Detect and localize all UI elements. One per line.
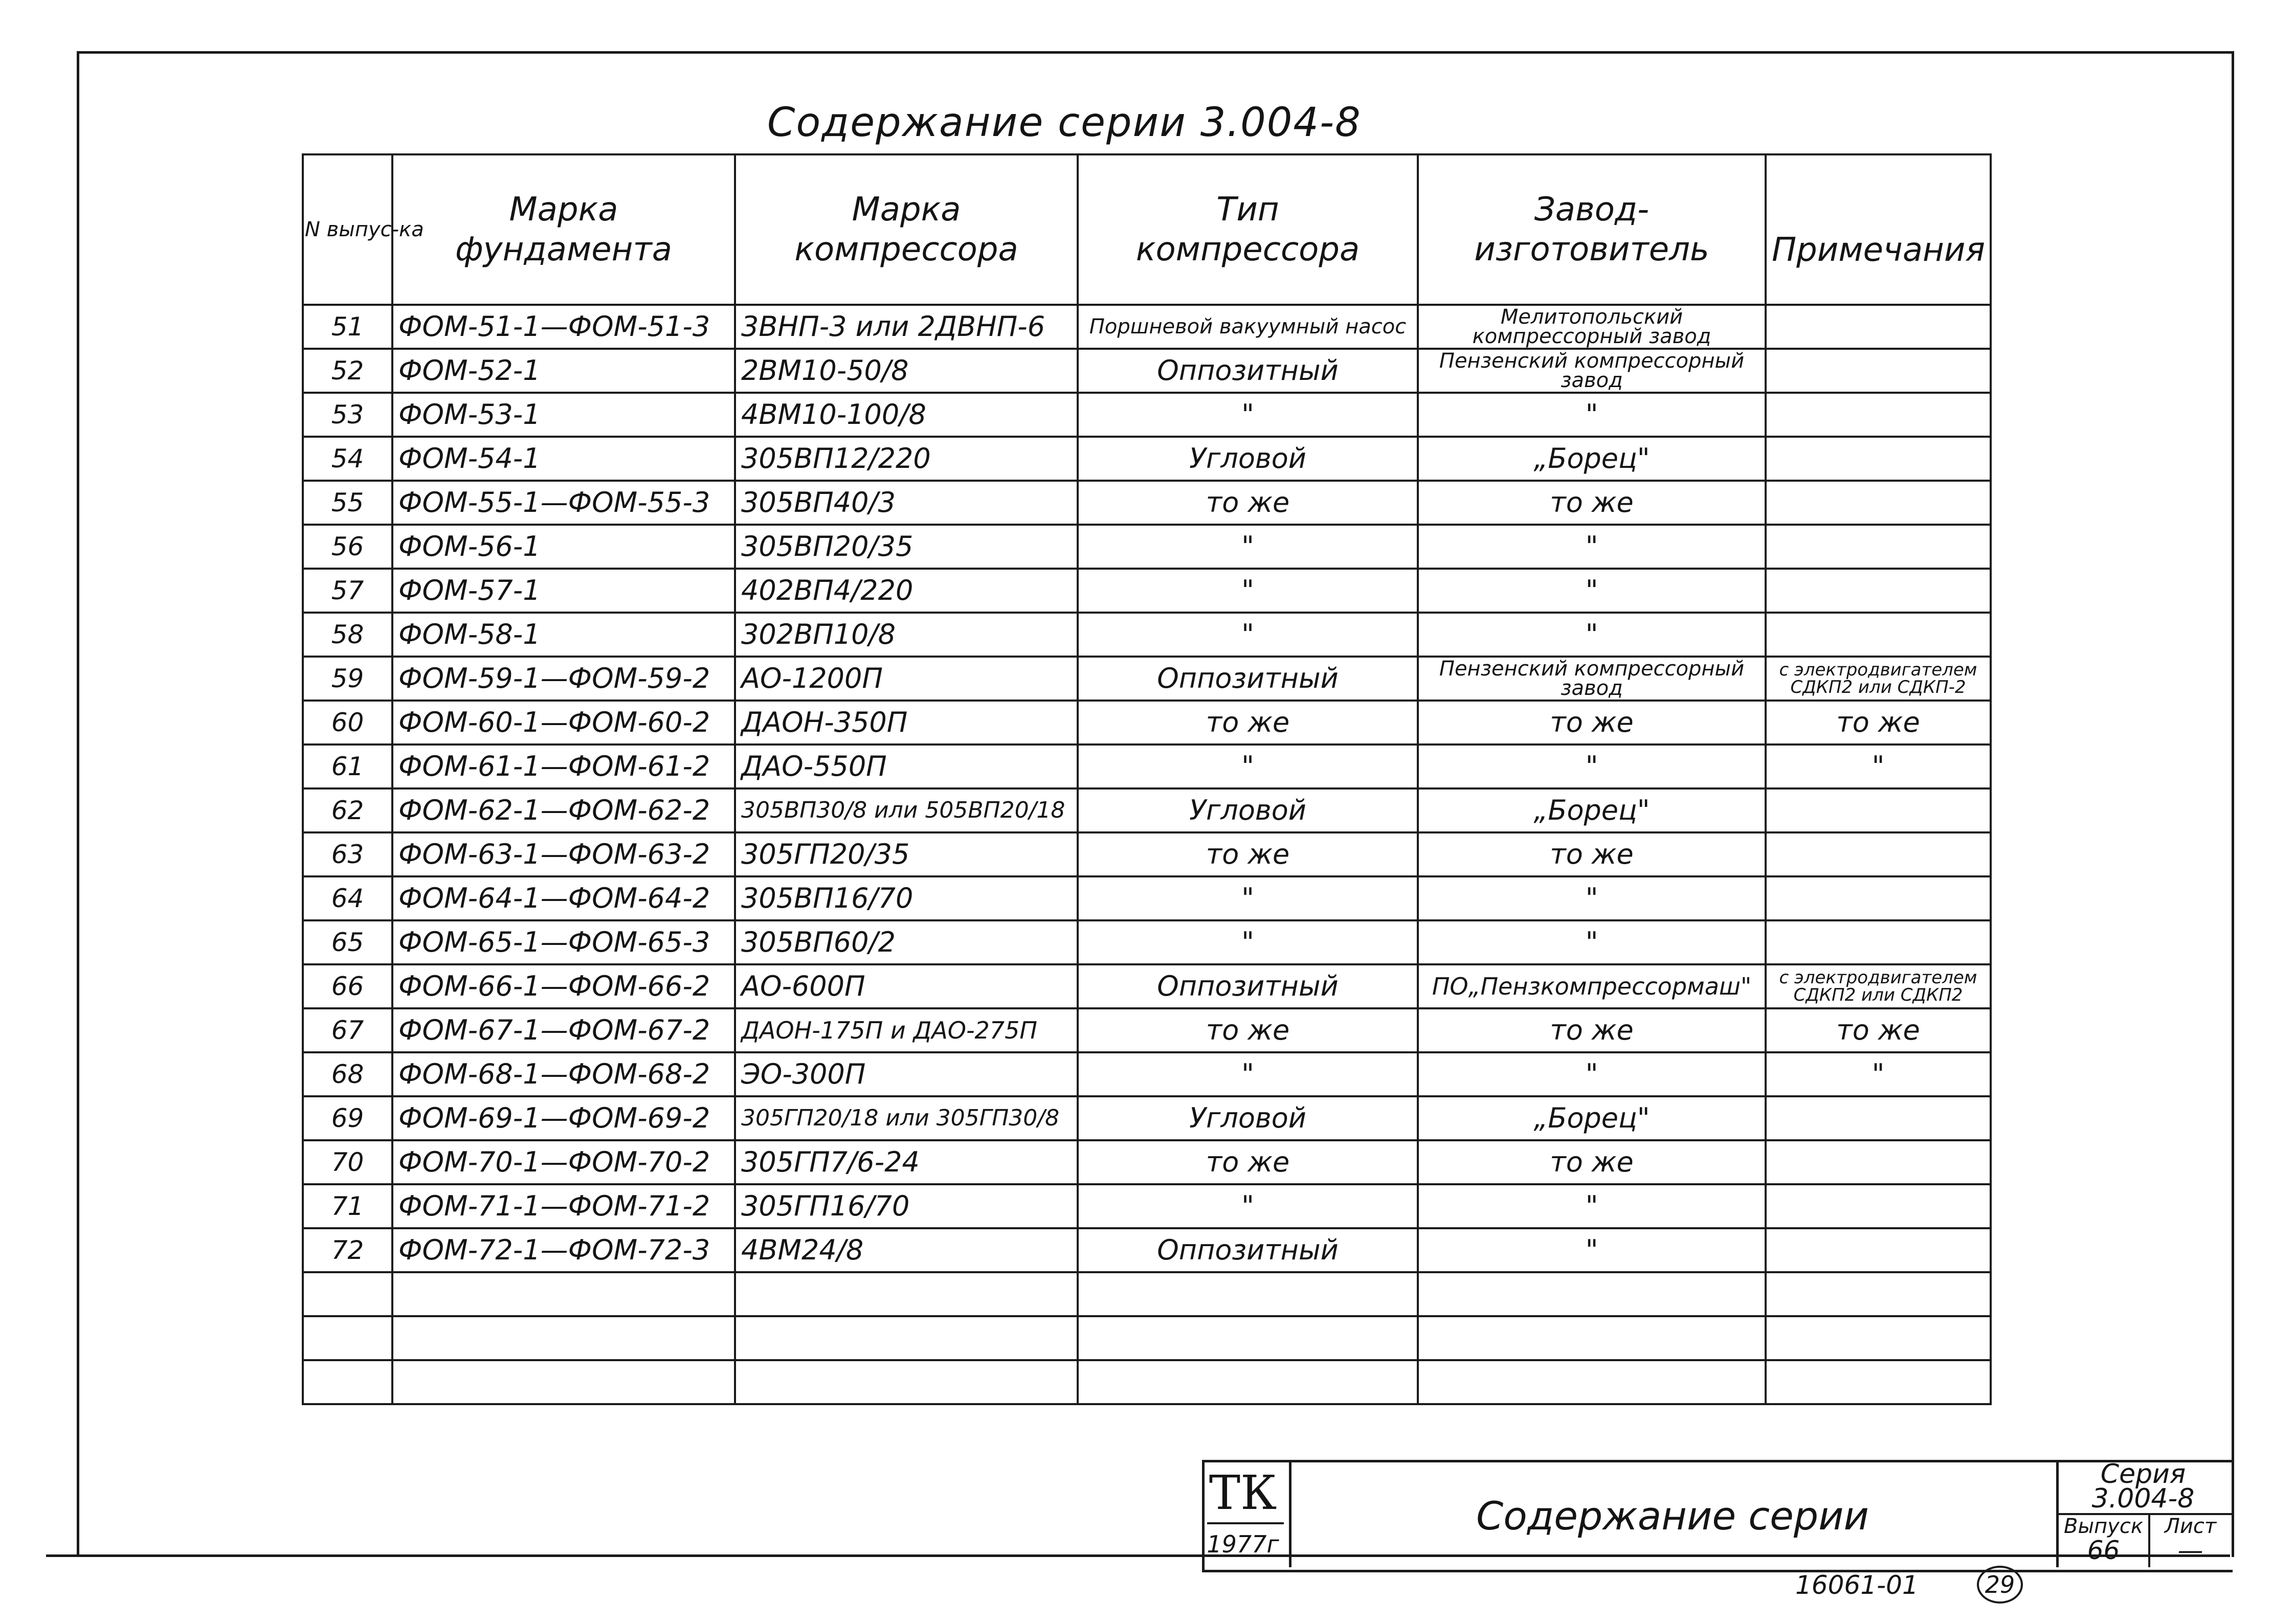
series-code: 3.004-8 <box>2091 1483 2195 1514</box>
manufacturer: " <box>1418 1052 1766 1096</box>
table-row <box>303 876 1991 920</box>
table-header-row <box>303 154 1991 305</box>
table-row <box>303 657 1991 701</box>
manufacturer: " <box>1418 1184 1766 1228</box>
note <box>1766 393 1991 437</box>
manufacturer: Мелитопольский компрессорный завод <box>1418 305 1766 349</box>
issue-number: 63 <box>303 832 392 876</box>
compressor-type: то же <box>1078 1140 1418 1184</box>
table-row <box>303 1228 1991 1272</box>
compressor-mark: ДАО-550П <box>735 745 1078 788</box>
manufacturer: " <box>1418 525 1766 569</box>
note <box>1766 613 1991 657</box>
foundation-mark: ФОМ-55-1—ФОМ-55-3 <box>392 481 735 525</box>
foundation-mark: ФОМ-53-1 <box>392 393 735 437</box>
compressor-type: " <box>1078 745 1418 788</box>
foundation-mark: ФОМ-65-1—ФОМ-65-3 <box>392 920 735 964</box>
compressor-mark: 2ВМ10-50/8 <box>735 349 1078 393</box>
table-row <box>303 613 1991 657</box>
compressor-type: Угловой <box>1078 437 1418 481</box>
issue-number: 68 <box>303 1052 392 1096</box>
manufacturer: " <box>1418 1228 1766 1272</box>
foundation-mark: ФОМ-56-1 <box>392 525 735 569</box>
compressor-mark: АО-1200П <box>735 657 1078 701</box>
table-row <box>303 1052 1991 1096</box>
compressor-type: " <box>1078 569 1418 613</box>
note <box>1766 876 1991 920</box>
compressor-mark: 305ГП7/6-24 <box>735 1140 1078 1184</box>
issue-number: 54 <box>303 437 392 481</box>
table-row <box>303 920 1991 964</box>
issue-number: 67 <box>303 1008 392 1052</box>
note: " <box>1766 745 1991 788</box>
note <box>1766 525 1991 569</box>
foundation-mark: ФОМ-66-1—ФОМ-66-2 <box>392 964 735 1008</box>
manufacturer: то же <box>1418 701 1766 745</box>
foundation-mark: ФОМ-54-1 <box>392 437 735 481</box>
compressor-mark: 305ВП30/8 или 505ВП20/18 <box>735 788 1078 832</box>
note <box>1766 1228 1991 1272</box>
compressor-mark: ЭО-300П <box>735 1052 1078 1096</box>
foundation-mark: ФОМ-63-1—ФОМ-63-2 <box>392 832 735 876</box>
issue-number: 53 <box>303 393 392 437</box>
compressor-mark: 305ГП16/70 <box>735 1184 1078 1228</box>
table-row <box>303 569 1991 613</box>
compressor-type: Оппозитный <box>1078 964 1418 1008</box>
manufacturer: Пензенский компрессорный завод <box>1418 657 1766 701</box>
document-title: Содержание серии 3.004-8 <box>767 100 1362 146</box>
foundation-mark: ФОМ-68-1—ФОМ-68-2 <box>392 1052 735 1096</box>
compressor-mark: 305ВП40/3 <box>735 481 1078 525</box>
compressor-mark: ДАОН-350П <box>735 701 1078 745</box>
table-row <box>303 525 1991 569</box>
issue-label: Выпуск <box>2064 1515 2143 1538</box>
note: с электродвигателем СДКП2 или СДКП2 <box>1766 964 1991 1008</box>
series-label: Серия <box>2100 1459 2186 1490</box>
table-row <box>303 1096 1991 1140</box>
issue-number: 59 <box>303 657 392 701</box>
organization-box <box>1202 1460 1291 1567</box>
compressor-mark: 305ВП12/220 <box>735 437 1078 481</box>
note <box>1766 1096 1991 1140</box>
organization-mark: ТК <box>1209 1465 1277 1520</box>
issue-number: 52 <box>303 349 392 393</box>
note: то же <box>1766 701 1991 745</box>
compressor-type: " <box>1078 525 1418 569</box>
manufacturer: то же <box>1418 832 1766 876</box>
issue-number: 56 <box>303 525 392 569</box>
year: 1977г <box>1207 1530 1279 1558</box>
issue-number: 58 <box>303 613 392 657</box>
compressor-mark: 302ВП10/8 <box>735 613 1078 657</box>
compressor-mark: ДАОН-175П и ДАО-275П <box>735 1008 1078 1052</box>
manufacturer: " <box>1418 745 1766 788</box>
note <box>1766 832 1991 876</box>
manufacturer: „Борец" <box>1418 1096 1766 1140</box>
series-box <box>2056 1460 2233 1567</box>
compressor-type: то же <box>1078 701 1418 745</box>
note <box>1766 481 1991 525</box>
compressor-type: то же <box>1078 1008 1418 1052</box>
issue-sheet-divider <box>2148 1513 2150 1567</box>
foundation-mark: ФОМ-71-1—ФОМ-71-2 <box>392 1184 735 1228</box>
manufacturer: „Борец" <box>1418 788 1766 832</box>
page-number: 29 <box>1977 1566 2023 1604</box>
manufacturer: Пензенский компрессорный завод <box>1418 349 1766 393</box>
foundation-mark: ФОМ-69-1—ФОМ-69-2 <box>392 1096 735 1140</box>
title-block-title: Содержание серии <box>1476 1493 1869 1539</box>
compressor-type: " <box>1078 920 1418 964</box>
foundation-mark: ФОМ-51-1—ФОМ-51-3 <box>392 305 735 349</box>
note: то же <box>1766 1008 1991 1052</box>
header-notes: Примечания <box>1766 154 1991 305</box>
foundation-mark: ФОМ-59-1—ФОМ-59-2 <box>392 657 735 701</box>
compressor-mark: 305ГП20/18 или 305ГП30/8 <box>735 1096 1078 1140</box>
compressor-type: Поршневой вакуумный насос <box>1078 305 1418 349</box>
compressor-type: " <box>1078 1184 1418 1228</box>
sheet-value: — <box>2177 1536 2203 1565</box>
manufacturer: " <box>1418 613 1766 657</box>
table-row <box>303 349 1991 393</box>
note <box>1766 1140 1991 1184</box>
compressor-type: Оппозитный <box>1078 657 1418 701</box>
empty-row <box>303 1360 1991 1404</box>
compressor-mark: 305ГП20/35 <box>735 832 1078 876</box>
table-row <box>303 701 1991 745</box>
compressor-type: то же <box>1078 481 1418 525</box>
issue-number: 72 <box>303 1228 392 1272</box>
issue-number: 66 <box>303 964 392 1008</box>
issue-number: 64 <box>303 876 392 920</box>
foundation-mark: ФОМ-62-1—ФОМ-62-2 <box>392 788 735 832</box>
compressor-type: " <box>1078 393 1418 437</box>
note <box>1766 569 1991 613</box>
table-row <box>303 437 1991 481</box>
foundation-mark: ФОМ-72-1—ФОМ-72-3 <box>392 1228 735 1272</box>
note <box>1766 349 1991 393</box>
foundation-mark: ФОМ-60-1—ФОМ-60-2 <box>392 701 735 745</box>
manufacturer: то же <box>1418 481 1766 525</box>
header-compressor-mark: Марка компрессора <box>735 154 1078 305</box>
compressor-type: то же <box>1078 832 1418 876</box>
issue-number: 62 <box>303 788 392 832</box>
table-row <box>303 964 1991 1008</box>
empty-row <box>303 1272 1991 1316</box>
manufacturer: „Борец" <box>1418 437 1766 481</box>
manufacturer: " <box>1418 876 1766 920</box>
table-row <box>303 393 1991 437</box>
manufacturer: " <box>1418 393 1766 437</box>
table-row <box>303 832 1991 876</box>
manufacturer: то же <box>1418 1140 1766 1184</box>
compressor-mark: АО-600П <box>735 964 1078 1008</box>
manufacturer: " <box>1418 920 1766 964</box>
table-row <box>303 1184 1991 1228</box>
compressor-type: " <box>1078 1052 1418 1096</box>
compressor-type: " <box>1078 876 1418 920</box>
compressor-mark: 305ВП60/2 <box>735 920 1078 964</box>
compressor-mark: 3ВНП-3 или 2ДВНП-6 <box>735 305 1078 349</box>
foundation-mark: ФОМ-61-1—ФОМ-61-2 <box>392 745 735 788</box>
table-row <box>303 788 1991 832</box>
table-row <box>303 745 1991 788</box>
compressor-mark: 305ВП16/70 <box>735 876 1078 920</box>
issue-number: 61 <box>303 745 392 788</box>
header-manufacturer: Завод- изготовитель <box>1418 154 1766 305</box>
issue-number: 57 <box>303 569 392 613</box>
organization-divider <box>1207 1522 1284 1524</box>
foundation-mark: ФОМ-67-1—ФОМ-67-2 <box>392 1008 735 1052</box>
issue-number: 60 <box>303 701 392 745</box>
foundation-mark: ФОМ-70-1—ФОМ-70-2 <box>392 1140 735 1184</box>
note <box>1766 788 1991 832</box>
compressor-mark: 4ВМ24/8 <box>735 1228 1078 1272</box>
compressor-type: Оппозитный <box>1078 349 1418 393</box>
note <box>1766 920 1991 964</box>
compressor-type: Угловой <box>1078 788 1418 832</box>
manufacturer: то же <box>1418 1008 1766 1052</box>
note <box>1766 1184 1991 1228</box>
compressor-mark: 402ВП4/220 <box>735 569 1078 613</box>
foundation-mark: ФОМ-57-1 <box>392 569 735 613</box>
compressor-type: Оппозитный <box>1078 1228 1418 1272</box>
table-row <box>303 1008 1991 1052</box>
manufacturer: " <box>1418 569 1766 613</box>
header-compressor-type: Тип компрессора <box>1078 154 1418 305</box>
sheet-label: Лист <box>2164 1515 2217 1538</box>
compressor-type: Угловой <box>1078 1096 1418 1140</box>
compressor-type: " <box>1078 613 1418 657</box>
empty-row <box>303 1316 1991 1360</box>
contents-table <box>302 153 1992 1405</box>
document-number: 16061-01 <box>1795 1570 1919 1600</box>
header-foundation-mark: Марка фундамента <box>392 154 735 305</box>
note: с электродвигателем СДКП2 или СДКП-2 <box>1766 657 1991 701</box>
table-row <box>303 481 1991 525</box>
compressor-mark: 305ВП20/35 <box>735 525 1078 569</box>
compressor-mark: 4ВМ10-100/8 <box>735 393 1078 437</box>
foundation-mark: ФОМ-64-1—ФОМ-64-2 <box>392 876 735 920</box>
issue-number: 69 <box>303 1096 392 1140</box>
foundation-mark: ФОМ-58-1 <box>392 613 735 657</box>
note: " <box>1766 1052 1991 1096</box>
header-issue-number: N выпус-ка <box>303 154 392 305</box>
table-row <box>303 1140 1991 1184</box>
note <box>1766 305 1991 349</box>
issue-number: 55 <box>303 481 392 525</box>
issue-value: 66 <box>2087 1536 2120 1565</box>
manufacturer: ПО„Пензкомпрессормаш" <box>1418 964 1766 1008</box>
table-row <box>303 305 1991 349</box>
issue-number: 65 <box>303 920 392 964</box>
issue-number: 51 <box>303 305 392 349</box>
foundation-mark: ФОМ-52-1 <box>392 349 735 393</box>
note <box>1766 437 1991 481</box>
issue-number: 71 <box>303 1184 392 1228</box>
issue-number: 70 <box>303 1140 392 1184</box>
